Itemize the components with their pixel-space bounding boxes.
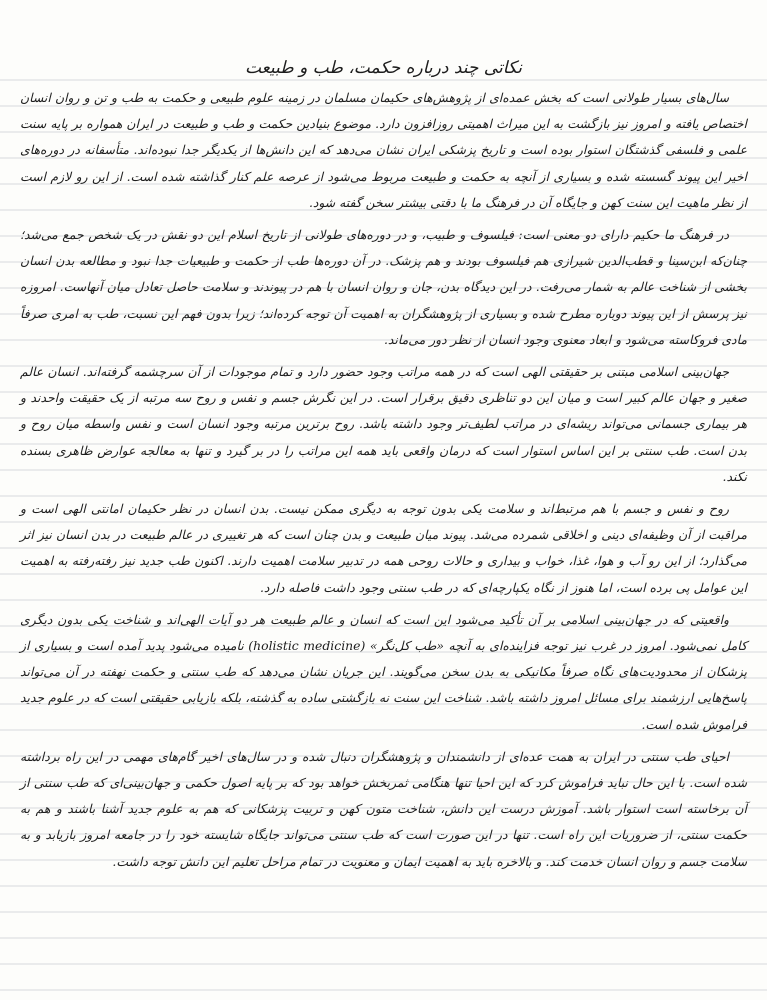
paragraph-3: جهان‌بینی اسلامی مبتنی بر حقیقتی الهی است که در همه مراتب وجود حضور دارد و تمام موجودات از آن سرچشمه گرفته‌اند. انسان عالم صغیر و جهان عالم کبیر است و میان این دو تناظری دقیق برقرار است. در این نگرش جسم و نفس و روح سه مرتبه از یک حقیقت واحدند و هر بیماری جسمانی می‌تواند ریشه‌ای در مراتب لطیف‌تر وجود داشته باشد. روح برترین مرتبه وجود انسان است و نفس واسطه میان روح و بدن است. طب سنتی بر این اساس استوار است که درمان واقعی باید همه این مراتب را در بر گیرد و تنها به معالجه عوارض ظاهری بسنده نکند.	[20, 364, 747, 484]
paragraph-6: احیای طب سنتی در ایران به همت عده‌ای از دانشمندان و پژوهشگران دنبال شده و در سال‌های اخیر گام‌های مهمی در این راه برداشته شده است. با این حال نباید فراموش کرد که این احیا تنها هنگامی ثمربخش خواهد بود که بر پایه اصول حکمی و جهان‌بینی‌ای که طب سنتی از آن برخاسته است استوار باشد. آموزش درست این دانش، شناخت متون کهن و تربیت پزشکانی که هم به علوم جدید آشنا باشند و هم به حکمت سنتی، از ضروریات این راه است. تنها در این صورت است که طب سنتی می‌تواند جایگاه شایسته خود را در جامعه امروز بازیابد و به سلامت جسم و روان انسان خدمت کند. و بالاخره باید به اهمیت ایمان و معنویت در تمام مراحل تعلیم این دانش توجه داشت.	[20, 748, 747, 869]
manuscript-body	[20, 55, 747, 881]
paragraph-1: سال‌های بسیار طولانی است که بخش عمده‌ای از پژوهش‌های حکیمان مسلمان در زمینه علوم طبیعی و حکمت به طب و تن و روان انسان اختصاص یافته و امروز نیز بازگشت به این میراث اهمیتی روزافزون دارد. موضوع بنیادین حکمت و طب و طبیعت در ایران همواره بر پایه سنت علمی و فلسفی گذشتگان استوار بوده است و تاریخ پزشکی ایران نشان می‌دهد که این دانش‌ها از یکدیگر جدا نبوده‌اند. متأسفانه در دوره‌های اخیر این پیوند گسسته شده و بسیاری از آنچه به حکمت و طبیعت مربوط می‌شود از عرصه علم کنار گذاشته شده است. از این رو لازم است از نظر ماهیت این سنت کهن و جایگاه آن در فرهنگ ما با دقتی بیشتر سخن گفته شود.	[20, 90, 747, 210]
paragraph-4: روح و نفس و جسم با هم مرتبط‌اند و سلامت یکی بدون توجه به دیگری ممکن نیست. بدن انسان در نظر حکیمان امانتی الهی است و مراقبت از آن وظیفه‌ای دینی و اخلاقی شمرده می‌شد. پیوند میان طبیعت و بدن چنان است که هر تغییری در عالم طبیعت در بدن انسان نیز اثر می‌گذارد؛ از این رو آب و هوا، غذا، خواب و بیداری و حالات روحی همه در تدبیر سلامت اهمیت دارند. اکنون طب جدید نیز رفته‌رفته به اهمیت این عوامل پی برده است، اما هنوز از نگاه یکپارچه‌ای که در طب سنتی وجود داشت فاصله دارد.	[20, 501, 747, 595]
paragraph-5: واقعیتی که در جهان‌بینی اسلامی بر آن تأکید می‌شود این است که انسان و عالم طبیعت هر دو آیات الهی‌اند و شناخت یکی بدون دیگری کامل نمی‌شود. امروز در غرب نیز توجه فزاینده‌ای به آنچه «طب کل‌نگر» (holistic medicine) نامیده می‌شود پدید آمده است و بسیاری از پزشکان از محدودیت‌های نگاه صرفاً مکانیکی به بدن سخن می‌گویند. این جریان نشان می‌دهد که طب سنتی و حکمت نهفته در آن می‌تواند پاسخ‌هایی ارزشمند برای مسائل امروز داشته باشد. شناخت این سنت نه بازگشتی ساده به گذشته، بلکه بازیابی حقیقتی است که در علوم جدید فراموش شده است.	[20, 611, 747, 732]
document-title: نکاتی چند درباره حکمت، طب و طبیعت	[244, 58, 522, 78]
paragraph-2: در فرهنگ ما حکیم دارای دو معنی است: فیلسوف و طبیب، و در دوره‌های طولانی از تاریخ اسلام این دو نقش در یک شخص جمع می‌شد؛ چنان‌که ابن‌سینا و قطب‌الدین شیرازی هم فیلسوف بودند و هم پزشک. در آن دوره‌ها طب از حکمت و طبیعیات جدا نبود و مطالعه بدن انسان بخشی از شناخت عالم به شمار می‌رفت. در این دیدگاه بدن، جان و روان انسان با هم در پیوندند و سلامت حاصل تعادل میان آنهاست. امروزه نیز پرسش از این پیوند دوباره مطرح شده و بسیاری از پژوهشگران به اهمیت آن توجه کرده‌اند؛ زیرا بدون فهم این نسبت، طب به امری صرفاً مادی فروکاسته می‌شود و ابعاد معنوی وجود انسان از نظر دور می‌ماند.	[20, 227, 747, 347]
